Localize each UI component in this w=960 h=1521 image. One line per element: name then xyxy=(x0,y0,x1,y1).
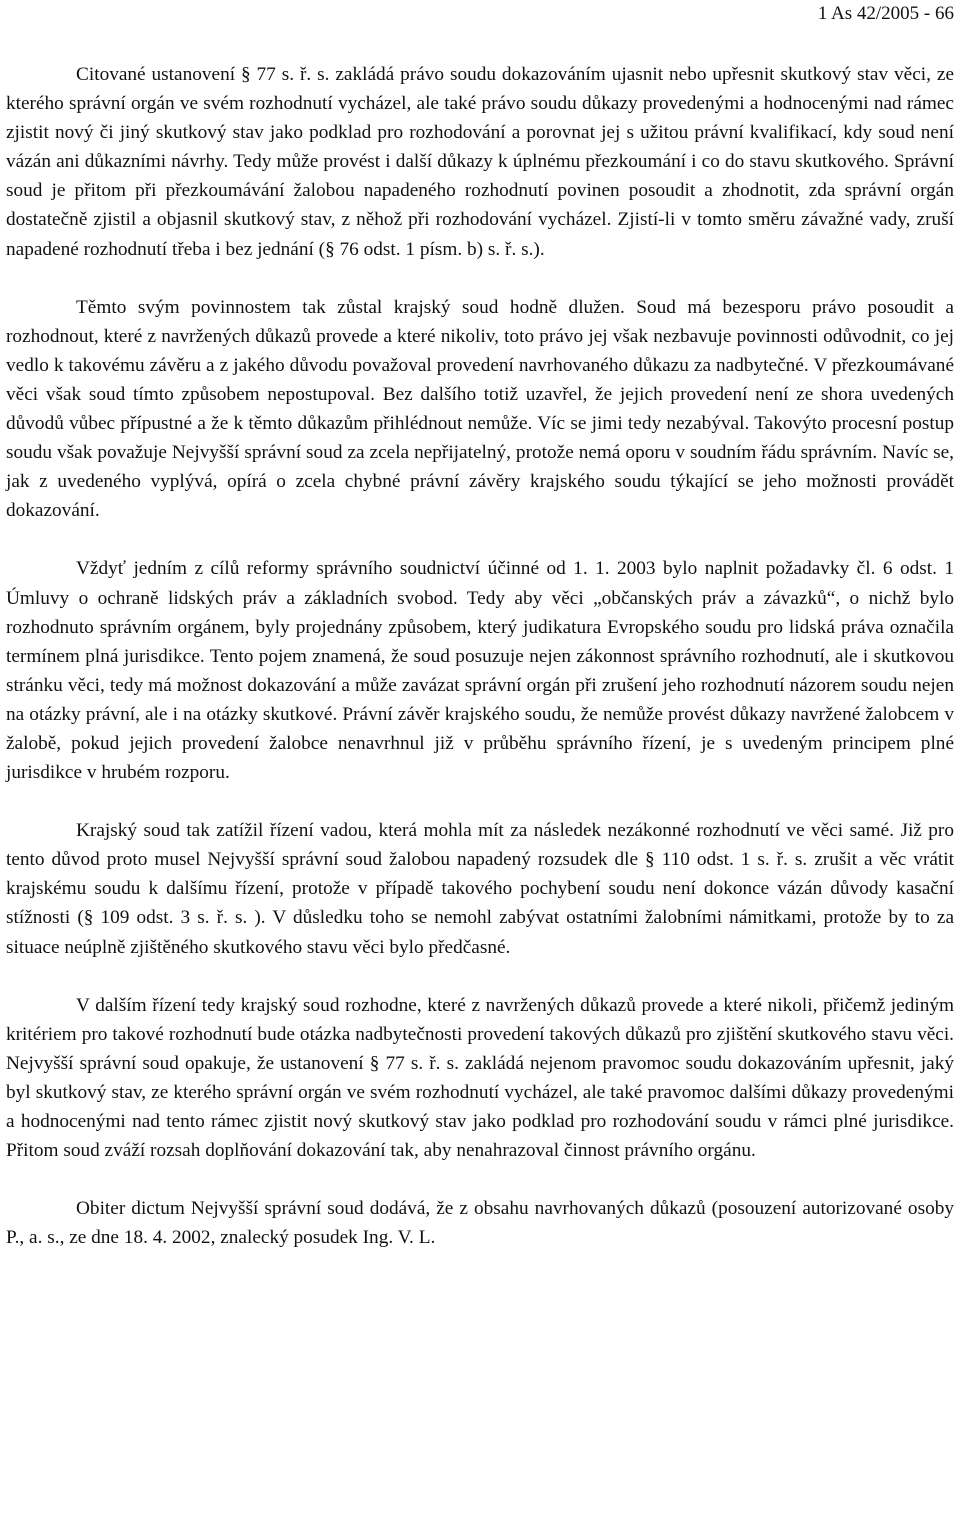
paragraph-5: V dalším řízení tedy krajský soud rozhodne, které z navržených důkazů provede a které nikoli, přičemž jediným kritériem pro takové rozhodnutí bude otázka nadbytečnosti provedení takových důkazů pro zjištění skutkového stavu věci. Nejvyšší správní soud opakuje, že ustanovení § 77 s. ř. s. zakládá nejenom pravomoc soudu dokazováním upřesnit, jaký byl skutkový stav, ze kterého správní orgán ve svém rozhodnutí vycházel, ale také pravomoc dalšími důkazy provedenými a hodnocenými nad tento rámec zjistit nový skutkový stav jako podklad pro rozhodování soudu v rámci plné jurisdikce. Přitom soud zváží rozsah doplňování dokazování tak, aby nenahrazoval činnost právního orgánu. xyxy=(6,994,954,1162)
document-body xyxy=(6,60,954,1252)
paragraph-2: Těmto svým povinnostem tak zůstal krajský soud hodně dlužen. Soud má bezesporu právo posoudit a rozhodnout, které z navržených důkazů provede a které nikoliv, toto právo jej však nezbavuje povinnosti odůvodnit, co jej vedlo k takovému závěru a z jakého důvodu považoval provedení navrhovaného důkazu za nadbytečné. V přezkoumávané věci však soud tímto způsobem nepostupoval. Bez dalšího totiž uzavřel, že jejich provedení není ze shora uvedených důvodů vůbec přípustné a že k těmto důkazům přihlédnout nemůže. Víc se jimi tedy nezabýval. Takovýto procesní postup soudu však považuje Nejvyšší správní soud za zcela nepřijatelný, protože nemá oporu v soudním řádu správním. Navíc se, jak z uvedeného vyplývá, opírá o zcela chybné právní závěry krajského soudu týkající se jeho možnosti provádět dokazování. xyxy=(6,296,954,522)
paragraph-3: Vždyť jedním z cílů reformy správního soudnictví účinné od 1. 1. 2003 bylo naplnit požadavky čl. 6 odst. 1 Úmluvy o ochraně lidských práv a základních svobod. Tedy aby věci „občanských práv a závazků“, o nichž bylo rozhodnuto správním orgánem, byly projednány způsobem, který judikatura Evropského soudu pro lidská práva označila termínem plná jurisdikce. Tento pojem znamená, že soud posuzuje nejen zákonnost správního rozhodnutí, ale i skutkovou stránku věci, tedy má možnost dokazování a může zavázat správní orgán při zrušení jeho rozhodnutí názorem soudu nejen na otázky právní, ale i na otázky skutkové. Právní závěr krajského soudu, že nemůže provést důkazy navržené žalobcem v žalobě, pokud jejich provedení žalobce nenavrhnul již v průběhu správního řízení, je s uvedeným principem plné jurisdikce v hrubém rozporu. xyxy=(6,558,954,784)
paragraph-4: Krajský soud tak zatížil řízení vadou, která mohla mít za následek nezákonné rozhodnutí ve věci samé. Již pro tento důvod proto musel Nejvyšší správní soud žalobou napadený rozsudek dle § 110 odst. 1 s. ř. s. zrušit a věc vrátit krajskému soudu k dalšímu řízení, protože v případě takového pochybení soudu není dokonce vázán důvody kasační stížnosti (§ 109 odst. 3 s. ř. s. ). V důsledku toho se nemohl zabývat ostatními žalobními námitkami, protože by to za situace neúplně zjištěného skutkového stavu věci bylo předčasné. xyxy=(6,820,954,958)
case-number-header: 1 As 42/2005 - 66 xyxy=(817,3,954,24)
paragraph-6: Obiter dictum Nejvyšší správní soud dodává, že z obsahu navrhovaných důkazů (posouzení autorizované osoby P., a. s., ze dne 18. 4. 2002, znalecký posudek Ing. V. L. xyxy=(6,1198,954,1249)
paragraph-1: Citované ustanovení § 77 s. ř. s. zakládá právo soudu dokazováním ujasnit nebo upřesnit skutkový stav věci, ze kterého správní orgán ve svém rozhodnutí vycházel, ale také právo soudu důkazy provedenými a hodnocenými nad rámec zjistit nový či jiný skutkový stav jako podklad pro rozhodování a porovnat jej s užitou právní kvalifikací, kdy soud není vázán ani důkazními návrhy. Tedy může provést i další důkazy k úplnému přezkoumání i co do stavu skutkového. Správní soud je přitom při přezkoumávání žalobou napadeného rozhodnutí povinen posoudit a zhodnotit, zda správní orgán dostatečně zjistil a objasnil skutkový stav, z něhož při rozhodování vycházel. Zjistí-li v tomto směru závažné vady, zruší napadené rozhodnutí třeba i bez jednání (§ 76 odst. 1 písm. b) s. ř. s.). xyxy=(6,64,954,260)
